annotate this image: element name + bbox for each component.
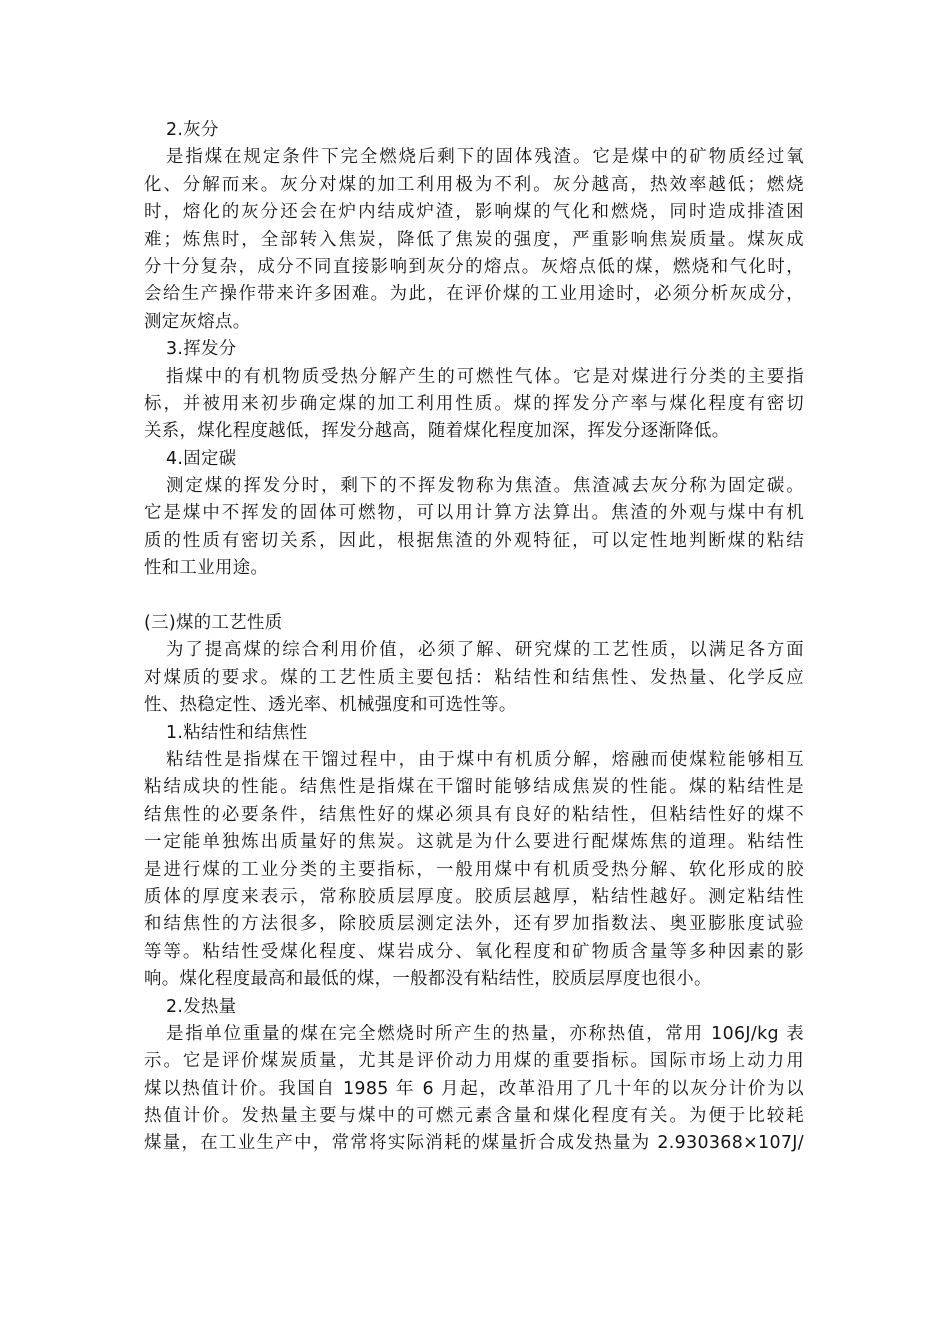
- text-line: 4.固定碳: [166, 448, 237, 469]
- text-line: 是指单位重量的煤在完全燃烧时所产生的热量，亦称热值，常用 106J/kg 表: [166, 1023, 804, 1044]
- text-line: 和结焦性的方法很多，除胶质层测定法外，还有罗加指数法、奥亚膨胀度试验: [144, 914, 804, 935]
- text-line: 一定能单独炼出质量好的焦炭。这就是为什么要进行配煤炼焦的道理。粘结性: [144, 832, 804, 853]
- text-line: 性和工业用途。: [144, 558, 269, 579]
- text-line: 3.挥发分: [166, 339, 237, 360]
- text-line: 响。煤化程度最高和最低的煤，一般都没有粘结性，胶质层厚度也很小。: [144, 969, 712, 990]
- text-line: 热值计价。发热量主要与煤中的可燃元素含量和煤化程度有关。为便于比较耗: [144, 1106, 804, 1127]
- text-line: 粘结性是指煤在干馏过程中，由于煤中有机质分解，熔融而使煤粒能够相互: [166, 749, 804, 770]
- text-line: 时，熔化的灰分还会在炉内结成炉渣，影响煤的气化和燃烧，同时造成排渣困: [144, 202, 804, 223]
- text-line: 2.发热量: [166, 996, 237, 1017]
- text-line: 性、热稳定性、透光率、机械强度和可选性等。: [144, 695, 517, 716]
- text-line: 质的性质有密切关系，因此，根据焦渣的外观特征，可以定性地判断煤的粘结: [144, 530, 804, 551]
- text-line: 分十分复杂，成分不同直接影响到灰分的熔点。灰熔点低的煤，燃烧和气化时，: [144, 256, 804, 277]
- text-line: 它是煤中不挥发的固体可燃物，可以用计算方法算出。焦渣的外观与煤中有机: [144, 503, 804, 524]
- text-line: 煤以热值计价。我国自 1985 年 6 月起，改革沿用了几十年的以灰分计价为以: [144, 1078, 804, 1099]
- text-line: 标，并被用来初步确定煤的加工利用性质。煤的挥发分产率与煤化程度有密切: [144, 393, 804, 414]
- text-line: 是指煤在规定条件下完全燃烧后剩下的固体残渣。它是煤中的矿物质经过氧: [166, 147, 804, 168]
- text-line: 煤量，在工业生产中，常常将实际消耗的煤量折合成发热量为 2.930368×107J/: [144, 1133, 804, 1154]
- blank-line: [144, 583, 804, 610]
- text-line: (三)煤的工艺性质: [144, 613, 283, 634]
- text-line: 结焦性的必要条件，结焦性好的煤必须具有良好的粘结性，但粘结性好的煤不: [144, 804, 804, 825]
- text-line: 测定煤的挥发分时，剩下的不挥发物称为焦渣。焦渣减去灰分称为固定碳。: [166, 476, 804, 497]
- text-line: 1.粘结性和结焦性: [166, 722, 308, 743]
- text-line: 是进行煤的工业分类的主要指标，一般用煤中有机质受热分解、软化形成的胶: [144, 859, 804, 880]
- text-line: 化、分解而来。灰分对煤的加工利用极为不利。灰分越高，热效率越低；燃烧: [144, 174, 804, 195]
- text-line: 对煤质的要求。煤的工艺性质主要包括：粘结性和结焦性、发热量、化学反应: [144, 667, 804, 688]
- text-line: 会给生产操作带来许多困难。为此，在评价煤的工业用途时，必须分析灰成分，: [144, 284, 804, 305]
- text-line: 粘结成块的性能。结焦性是指煤在干馏时能够结成焦炭的性能。煤的粘结性是: [144, 777, 804, 798]
- text-line: 示。它是评价煤炭质量，尤其是评价动力用煤的重要指标。国际市场上动力用: [144, 1051, 804, 1072]
- text-line: 2.灰分: [166, 120, 219, 140]
- text-line: 关系，煤化程度越低，挥发分越高，随着煤化程度加深，挥发分逐渐降低。: [144, 421, 730, 442]
- text-line: 质体的厚度来表示，常称胶质层厚度。胶质层越厚，粘结性越好。测定粘结性: [144, 886, 804, 907]
- text-line: 指煤中的有机物质受热分解产生的可燃性气体。它是对煤进行分类的主要指: [166, 366, 804, 387]
- document-page: [144, 117, 804, 1158]
- text-line: 等等。粘结性受煤化程度、煤岩成分、氧化程度和矿物质含量等多种因素的影: [144, 941, 804, 962]
- text-line: 难；炼焦时，全部转入焦炭，降低了焦炭的强度，严重影响焦炭质量。煤灰成: [144, 229, 804, 250]
- text-line: 为了提高煤的综合利用价值，必须了解、研究煤的工艺性质，以满足各方面: [166, 640, 804, 661]
- text-line: 测定灰熔点。: [144, 311, 251, 332]
